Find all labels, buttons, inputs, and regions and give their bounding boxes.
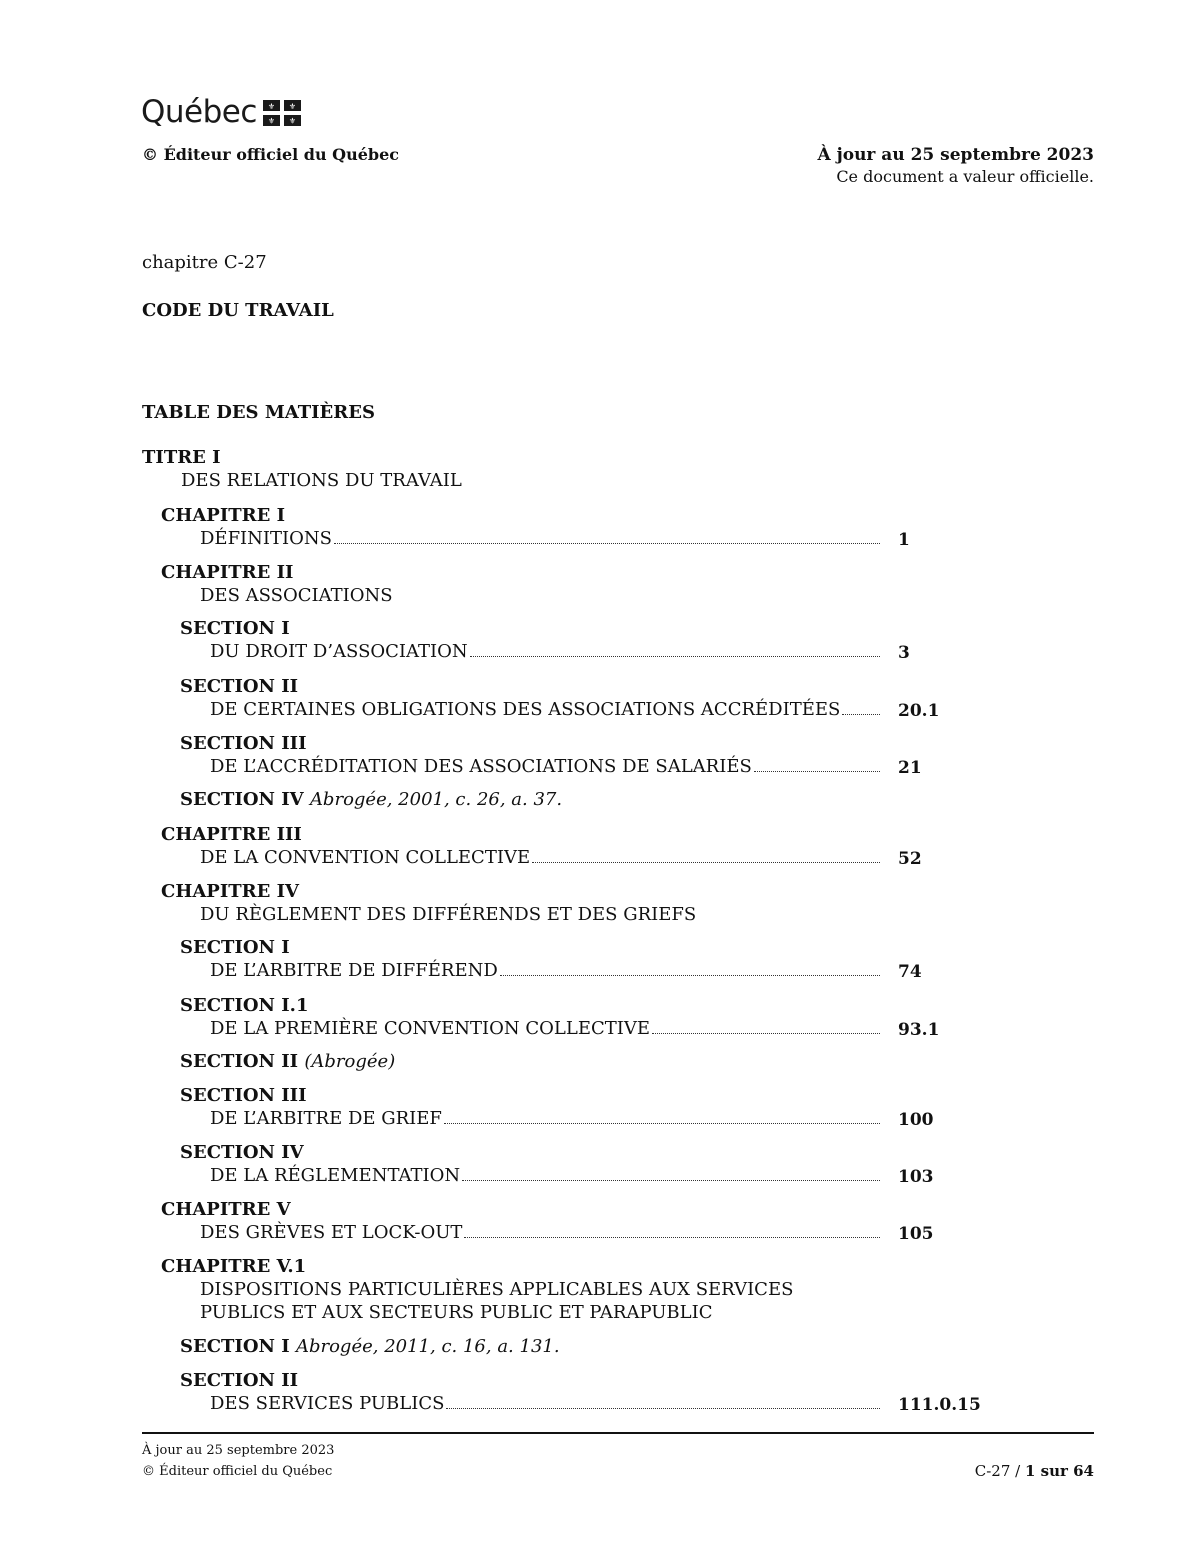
footer-divider <box>142 1432 1094 1434</box>
toc-label: CHAPITRE II <box>161 562 294 583</box>
footer-publisher: © Éditeur officiel du Québec <box>142 1464 333 1479</box>
toc-entry[interactable] <box>180 1051 395 1073</box>
toc-label: SECTION I.1 <box>180 995 309 1016</box>
dot-leader <box>754 771 880 772</box>
dot-leader <box>652 1033 880 1034</box>
dot-leader <box>532 862 880 863</box>
toc-label: CHAPITRE III <box>161 824 302 845</box>
toc-page-number: 105 <box>898 1224 934 1244</box>
toc-entry[interactable] <box>161 824 882 869</box>
svg-text:⚜: ⚜ <box>288 102 297 111</box>
toc-label-text: SECTION IV <box>180 789 304 810</box>
dot-leader <box>470 656 880 657</box>
footer-date: À jour au 25 septembre 2023 <box>142 1443 335 1458</box>
footer-page-number: 1 sur 64 <box>1024 1462 1094 1480</box>
toc-entry[interactable] <box>180 618 882 663</box>
toc-repeal-note: Abrogée, 2001, c. 26, a. 37. <box>309 789 563 810</box>
toc-page-number: 93.1 <box>898 1020 940 1040</box>
toc-label: TITRE I <box>142 447 221 468</box>
dot-leader <box>842 714 880 715</box>
toc-label <box>180 789 562 811</box>
footer-doc-code: C-27 / <box>974 1462 1021 1480</box>
toc-subtitle: DE L’ARBITRE DE GRIEF <box>210 1108 442 1129</box>
toc-subtitle: DE CERTAINES OBLIGATIONS DES ASSOCIATIONS ACCRÉDITÉES <box>210 699 841 720</box>
toc-page-number: 103 <box>898 1167 934 1187</box>
official-note: Ce document a valeur officielle. <box>836 167 1094 186</box>
toc-entry[interactable] <box>180 937 882 982</box>
toc-subtitle: DE L’ACCRÉDITATION DES ASSOCIATIONS DE SALARIÉS <box>210 756 752 777</box>
dot-leader <box>334 543 880 544</box>
toc-page-number: 74 <box>898 962 922 982</box>
toc-subtitle: DÉFINITIONS <box>200 528 332 549</box>
document-title: CODE DU TRAVAIL <box>142 300 334 321</box>
toc-entry[interactable] <box>180 1142 882 1187</box>
dot-leader <box>462 1180 880 1181</box>
chapter-id: chapitre C-27 <box>142 252 267 273</box>
toc-page-number: 3 <box>898 643 910 663</box>
dot-leader <box>500 975 880 976</box>
footer-left <box>142 1440 334 1482</box>
toc-entry[interactable] <box>161 562 393 607</box>
dot-leader <box>446 1408 880 1409</box>
toc-page-number: 21 <box>898 758 922 778</box>
footer-page-info <box>975 1462 1094 1480</box>
toc-entry[interactable] <box>161 881 696 926</box>
svg-text:⚜: ⚜ <box>267 102 276 111</box>
toc-label <box>180 1051 395 1073</box>
toc-label: SECTION I <box>180 937 290 958</box>
toc-entry[interactable] <box>180 995 882 1040</box>
toc-entry[interactable] <box>180 733 882 778</box>
logo-wordmark: Québec <box>141 94 257 130</box>
toc-label: SECTION III <box>180 1085 307 1106</box>
toc-page-number: 111.0.15 <box>898 1395 981 1415</box>
toc-entry[interactable] <box>180 789 562 811</box>
toc-page-number: 52 <box>898 849 922 869</box>
toc-entry[interactable] <box>161 505 882 550</box>
toc-label <box>180 1336 560 1358</box>
toc-label: SECTION II <box>180 676 299 697</box>
toc-subtitle: DES GRÈVES ET LOCK-OUT <box>200 1222 463 1243</box>
dot-leader <box>444 1123 880 1124</box>
toc-label-text: SECTION I <box>180 1336 290 1357</box>
publisher-line: © Éditeur officiel du Québec <box>142 145 400 164</box>
toc-subtitle: DE LA PREMIÈRE CONVENTION COLLECTIVE <box>210 1018 650 1039</box>
toc-page-number: 1 <box>898 530 910 550</box>
toc-repeal-note: Abrogée, 2011, c. 16, a. 131. <box>295 1336 560 1357</box>
toc-repeal-note: (Abrogée) <box>304 1051 396 1072</box>
toc-entry[interactable] <box>161 1256 793 1324</box>
toc-label: SECTION II <box>180 1370 299 1391</box>
toc-subtitle: DU RÈGLEMENT DES DIFFÉRENDS ET DES GRIEFS <box>200 904 697 925</box>
toc-label: CHAPITRE V <box>161 1199 291 1220</box>
toc-label: CHAPITRE IV <box>161 881 299 902</box>
toc-subtitle: DU DROIT D’ASSOCIATION <box>210 641 468 662</box>
toc-subtitle: DE L’ARBITRE DE DIFFÉREND <box>210 960 498 981</box>
toc-entry[interactable] <box>180 676 882 721</box>
toc-label-text: SECTION II <box>180 1051 299 1072</box>
toc-page-number: 100 <box>898 1110 934 1130</box>
toc-subtitle: DE LA CONVENTION COLLECTIVE <box>200 847 531 868</box>
toc-label: SECTION I <box>180 618 290 639</box>
toc-entry[interactable] <box>161 1199 882 1244</box>
toc-label: SECTION III <box>180 733 307 754</box>
toc-subtitle: DES ASSOCIATIONS <box>200 585 393 606</box>
svg-text:⚜: ⚜ <box>267 116 276 126</box>
toc-entry[interactable] <box>142 447 462 492</box>
toc-label: SECTION IV <box>180 1142 304 1163</box>
dot-leader <box>464 1237 880 1238</box>
svg-text:⚜: ⚜ <box>288 116 297 126</box>
toc-label: CHAPITRE V.1 <box>161 1256 307 1277</box>
toc-entry[interactable] <box>180 1085 882 1130</box>
toc-subtitle: DE LA RÉGLEMENTATION <box>210 1165 461 1186</box>
toc-subtitle: DES SERVICES PUBLICS <box>210 1393 445 1414</box>
toc-entry[interactable] <box>180 1370 882 1415</box>
toc-entry[interactable] <box>180 1336 560 1358</box>
toc-subtitle: DES RELATIONS DU TRAVAIL <box>181 470 462 491</box>
toc-subtitle-continued: PUBLICS ET AUX SECTEURS PUBLIC ET PARAPUBLIC <box>200 1302 713 1323</box>
toc-heading: TABLE DES MATIÈRES <box>142 402 375 423</box>
toc-label: CHAPITRE I <box>161 505 286 526</box>
toc-subtitle: DISPOSITIONS PARTICULIÈRES APPLICABLES AUX SERVICES <box>200 1279 794 1300</box>
toc-page-number: 20.1 <box>898 701 940 721</box>
update-date: À jour au 25 septembre 2023 <box>817 145 1094 165</box>
